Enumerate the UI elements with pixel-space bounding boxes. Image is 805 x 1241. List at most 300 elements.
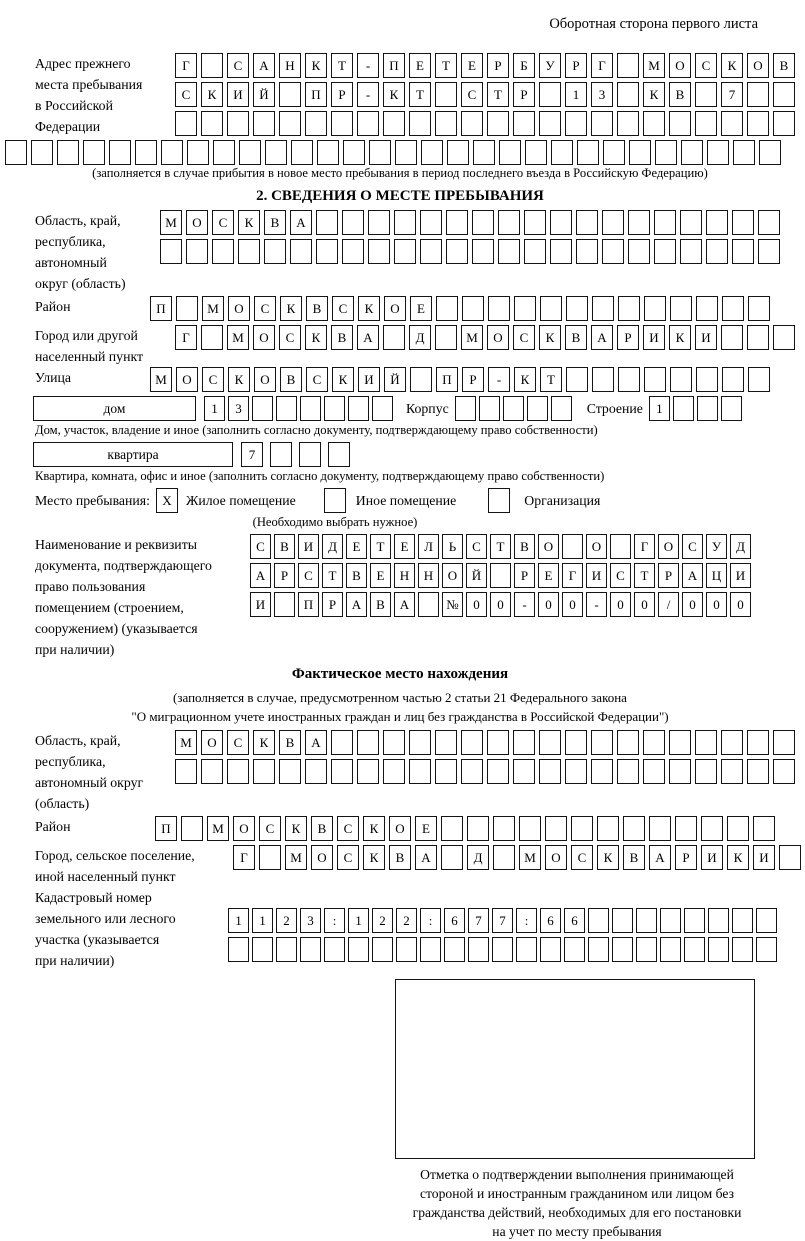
- char-cell[interactable]: 0: [706, 592, 727, 617]
- stay-type-checkbox-other[interactable]: [324, 488, 346, 513]
- char-cell[interactable]: [252, 396, 273, 421]
- char-cell[interactable]: А: [649, 845, 671, 870]
- char-cell[interactable]: [187, 140, 209, 165]
- char-cell[interactable]: [756, 937, 777, 962]
- char-cell[interactable]: [545, 816, 567, 841]
- char-cell[interactable]: В: [389, 845, 411, 870]
- char-cell[interactable]: [618, 296, 640, 321]
- char-cell[interactable]: [135, 140, 157, 165]
- char-cell[interactable]: [348, 396, 369, 421]
- char-cell[interactable]: [629, 140, 651, 165]
- char-cell[interactable]: П: [436, 367, 458, 392]
- char-cell[interactable]: 0: [538, 592, 559, 617]
- char-cell[interactable]: -: [357, 53, 379, 78]
- char-cell[interactable]: В: [514, 534, 535, 559]
- char-cell[interactable]: [695, 111, 717, 136]
- char-cell[interactable]: М: [207, 816, 229, 841]
- char-cell[interactable]: О: [201, 730, 223, 755]
- char-cell[interactable]: [461, 759, 483, 784]
- char-cell[interactable]: [109, 140, 131, 165]
- char-cell[interactable]: [779, 845, 801, 870]
- char-cell[interactable]: [31, 140, 53, 165]
- char-cell[interactable]: 3: [300, 908, 321, 933]
- char-cell[interactable]: Ц: [706, 563, 727, 588]
- char-cell[interactable]: [643, 730, 665, 755]
- char-cell[interactable]: [492, 937, 513, 962]
- char-cell[interactable]: 6: [444, 908, 465, 933]
- char-cell[interactable]: [331, 111, 353, 136]
- char-cell[interactable]: [436, 296, 458, 321]
- char-cell[interactable]: В: [370, 592, 391, 617]
- char-cell[interactable]: [669, 730, 691, 755]
- char-cell[interactable]: [259, 845, 281, 870]
- char-cell[interactable]: К: [238, 210, 260, 235]
- char-cell[interactable]: [706, 210, 728, 235]
- char-cell[interactable]: [612, 937, 633, 962]
- char-cell[interactable]: [643, 111, 665, 136]
- char-cell[interactable]: [383, 730, 405, 755]
- char-cell[interactable]: Р: [514, 563, 535, 588]
- char-cell[interactable]: Й: [466, 563, 487, 588]
- char-cell[interactable]: [680, 210, 702, 235]
- char-cell[interactable]: О: [442, 563, 463, 588]
- char-cell[interactable]: П: [298, 592, 319, 617]
- char-cell[interactable]: [372, 937, 393, 962]
- char-cell[interactable]: [276, 396, 297, 421]
- char-cell[interactable]: 0: [466, 592, 487, 617]
- char-cell[interactable]: [324, 937, 345, 962]
- char-cell[interactable]: [597, 816, 619, 841]
- char-cell[interactable]: [708, 937, 729, 962]
- char-cell[interactable]: П: [155, 816, 177, 841]
- char-cell[interactable]: [732, 908, 753, 933]
- char-cell[interactable]: К: [305, 325, 327, 350]
- char-cell[interactable]: 3: [591, 82, 613, 107]
- char-cell[interactable]: [551, 140, 573, 165]
- char-cell[interactable]: [773, 730, 795, 755]
- char-cell[interactable]: [343, 140, 365, 165]
- char-cell[interactable]: [435, 111, 457, 136]
- char-cell[interactable]: [732, 239, 754, 264]
- char-cell[interactable]: [727, 816, 749, 841]
- char-cell[interactable]: [773, 759, 795, 784]
- char-cell[interactable]: В: [565, 325, 587, 350]
- char-cell[interactable]: А: [346, 592, 367, 617]
- char-cell[interactable]: Т: [540, 367, 562, 392]
- char-cell[interactable]: Р: [487, 53, 509, 78]
- char-cell[interactable]: В: [274, 534, 295, 559]
- char-cell[interactable]: [328, 442, 350, 467]
- char-cell[interactable]: [499, 140, 521, 165]
- char-cell[interactable]: [617, 53, 639, 78]
- char-cell[interactable]: С: [466, 534, 487, 559]
- char-cell[interactable]: [461, 111, 483, 136]
- char-cell[interactable]: :: [324, 908, 345, 933]
- char-cell[interactable]: [748, 296, 770, 321]
- char-cell[interactable]: [270, 442, 292, 467]
- char-cell[interactable]: [524, 239, 546, 264]
- char-cell[interactable]: [695, 759, 717, 784]
- char-cell[interactable]: [732, 210, 754, 235]
- char-cell[interactable]: [238, 239, 260, 264]
- char-cell[interactable]: А: [250, 563, 271, 588]
- char-cell[interactable]: [636, 937, 657, 962]
- char-cell[interactable]: [468, 937, 489, 962]
- char-cell[interactable]: С: [298, 563, 319, 588]
- char-cell[interactable]: Н: [394, 563, 415, 588]
- char-cell[interactable]: [747, 111, 769, 136]
- char-cell[interactable]: [660, 937, 681, 962]
- char-cell[interactable]: [610, 534, 631, 559]
- char-cell[interactable]: [396, 937, 417, 962]
- char-cell[interactable]: Д: [409, 325, 431, 350]
- char-cell[interactable]: [617, 730, 639, 755]
- char-cell[interactable]: Т: [634, 563, 655, 588]
- char-cell[interactable]: [623, 816, 645, 841]
- char-cell[interactable]: М: [227, 325, 249, 350]
- char-cell[interactable]: К: [721, 53, 743, 78]
- char-cell[interactable]: А: [682, 563, 703, 588]
- char-cell[interactable]: 0: [634, 592, 655, 617]
- char-cell[interactable]: [697, 396, 718, 421]
- char-cell[interactable]: Е: [415, 816, 437, 841]
- char-cell[interactable]: К: [643, 82, 665, 107]
- char-cell[interactable]: К: [383, 82, 405, 107]
- char-cell[interactable]: 2: [372, 908, 393, 933]
- char-cell[interactable]: М: [202, 296, 224, 321]
- char-cell[interactable]: [368, 239, 390, 264]
- char-cell[interactable]: [420, 239, 442, 264]
- char-cell[interactable]: А: [305, 730, 327, 755]
- char-cell[interactable]: 7: [721, 82, 743, 107]
- char-cell[interactable]: Д: [322, 534, 343, 559]
- char-cell[interactable]: [753, 816, 775, 841]
- char-cell[interactable]: 3: [228, 396, 249, 421]
- char-cell[interactable]: [721, 111, 743, 136]
- char-cell[interactable]: 0: [490, 592, 511, 617]
- char-cell[interactable]: [472, 239, 494, 264]
- char-cell[interactable]: Е: [410, 296, 432, 321]
- char-cell[interactable]: [291, 140, 313, 165]
- char-cell[interactable]: [276, 937, 297, 962]
- char-cell[interactable]: [670, 367, 692, 392]
- char-cell[interactable]: Л: [418, 534, 439, 559]
- char-cell[interactable]: [695, 82, 717, 107]
- char-cell[interactable]: [342, 210, 364, 235]
- char-cell[interactable]: В: [331, 325, 353, 350]
- char-cell[interactable]: К: [280, 296, 302, 321]
- char-cell[interactable]: С: [332, 296, 354, 321]
- char-cell[interactable]: [213, 140, 235, 165]
- char-cell[interactable]: [265, 140, 287, 165]
- char-cell[interactable]: [488, 296, 510, 321]
- char-cell[interactable]: [571, 816, 593, 841]
- char-cell[interactable]: [201, 111, 223, 136]
- char-cell[interactable]: [588, 908, 609, 933]
- char-cell[interactable]: [773, 111, 795, 136]
- char-cell[interactable]: М: [160, 210, 182, 235]
- char-cell[interactable]: [602, 239, 624, 264]
- char-cell[interactable]: В: [623, 845, 645, 870]
- char-cell[interactable]: [383, 111, 405, 136]
- char-cell[interactable]: Р: [565, 53, 587, 78]
- char-cell[interactable]: [455, 396, 476, 421]
- char-cell[interactable]: №: [442, 592, 463, 617]
- char-cell[interactable]: И: [701, 845, 723, 870]
- char-cell[interactable]: -: [357, 82, 379, 107]
- char-cell[interactable]: Й: [384, 367, 406, 392]
- char-cell[interactable]: [441, 816, 463, 841]
- char-cell[interactable]: Т: [322, 563, 343, 588]
- char-cell[interactable]: Е: [409, 53, 431, 78]
- char-cell[interactable]: [421, 140, 443, 165]
- char-cell[interactable]: К: [253, 730, 275, 755]
- char-cell[interactable]: [435, 82, 457, 107]
- char-cell[interactable]: [759, 140, 781, 165]
- char-cell[interactable]: И: [695, 325, 717, 350]
- char-cell[interactable]: [576, 239, 598, 264]
- char-cell[interactable]: Д: [730, 534, 751, 559]
- char-cell[interactable]: [513, 759, 535, 784]
- char-cell[interactable]: М: [150, 367, 172, 392]
- char-cell[interactable]: В: [773, 53, 795, 78]
- char-cell[interactable]: Г: [175, 53, 197, 78]
- char-cell[interactable]: С: [571, 845, 593, 870]
- char-cell[interactable]: [420, 210, 442, 235]
- char-cell[interactable]: О: [176, 367, 198, 392]
- char-cell[interactable]: [493, 845, 515, 870]
- char-cell[interactable]: [369, 140, 391, 165]
- char-cell[interactable]: С: [337, 845, 359, 870]
- char-cell[interactable]: С: [227, 730, 249, 755]
- char-cell[interactable]: [577, 140, 599, 165]
- char-cell[interactable]: [5, 140, 27, 165]
- char-cell[interactable]: [669, 111, 691, 136]
- char-cell[interactable]: [565, 730, 587, 755]
- char-cell[interactable]: И: [643, 325, 665, 350]
- char-cell[interactable]: [566, 296, 588, 321]
- char-cell[interactable]: [722, 296, 744, 321]
- char-cell[interactable]: [331, 730, 353, 755]
- char-cell[interactable]: 0: [730, 592, 751, 617]
- char-cell[interactable]: К: [358, 296, 380, 321]
- char-cell[interactable]: [446, 210, 468, 235]
- char-cell[interactable]: В: [669, 82, 691, 107]
- char-cell[interactable]: Р: [513, 82, 535, 107]
- char-cell[interactable]: Г: [591, 53, 613, 78]
- char-cell[interactable]: [695, 730, 717, 755]
- char-cell[interactable]: [299, 442, 321, 467]
- char-cell[interactable]: О: [586, 534, 607, 559]
- char-cell[interactable]: [660, 908, 681, 933]
- char-cell[interactable]: Г: [562, 563, 583, 588]
- char-cell[interactable]: [684, 937, 705, 962]
- char-cell[interactable]: [617, 82, 639, 107]
- char-cell[interactable]: М: [519, 845, 541, 870]
- char-cell[interactable]: [562, 534, 583, 559]
- char-cell[interactable]: О: [658, 534, 679, 559]
- char-cell[interactable]: [591, 111, 613, 136]
- char-cell[interactable]: [539, 759, 561, 784]
- char-cell[interactable]: [680, 239, 702, 264]
- char-cell[interactable]: К: [285, 816, 307, 841]
- char-cell[interactable]: О: [253, 325, 275, 350]
- char-cell[interactable]: [279, 759, 301, 784]
- char-cell[interactable]: Е: [538, 563, 559, 588]
- char-cell[interactable]: [636, 908, 657, 933]
- char-cell[interactable]: [447, 140, 469, 165]
- char-cell[interactable]: [83, 140, 105, 165]
- char-cell[interactable]: Й: [253, 82, 275, 107]
- char-cell[interactable]: [550, 210, 572, 235]
- char-cell[interactable]: [539, 82, 561, 107]
- char-cell[interactable]: [773, 82, 795, 107]
- char-cell[interactable]: [181, 816, 203, 841]
- char-cell[interactable]: [592, 367, 614, 392]
- char-cell[interactable]: М: [285, 845, 307, 870]
- char-cell[interactable]: [57, 140, 79, 165]
- char-cell[interactable]: [493, 816, 515, 841]
- char-cell[interactable]: [551, 396, 572, 421]
- char-cell[interactable]: [441, 845, 463, 870]
- char-cell[interactable]: [708, 908, 729, 933]
- char-cell[interactable]: [317, 140, 339, 165]
- char-cell[interactable]: И: [358, 367, 380, 392]
- char-cell[interactable]: [516, 937, 537, 962]
- char-cell[interactable]: [747, 325, 769, 350]
- char-cell[interactable]: [201, 53, 223, 78]
- char-cell[interactable]: [227, 759, 249, 784]
- char-cell[interactable]: К: [727, 845, 749, 870]
- char-cell[interactable]: Г: [233, 845, 255, 870]
- char-cell[interactable]: С: [227, 53, 249, 78]
- char-cell[interactable]: [409, 111, 431, 136]
- char-cell[interactable]: В: [280, 367, 302, 392]
- char-cell[interactable]: Н: [418, 563, 439, 588]
- char-cell[interactable]: [565, 759, 587, 784]
- char-cell[interactable]: Р: [331, 82, 353, 107]
- char-cell[interactable]: [357, 759, 379, 784]
- char-cell[interactable]: С: [279, 325, 301, 350]
- char-cell[interactable]: [279, 111, 301, 136]
- char-cell[interactable]: К: [539, 325, 561, 350]
- char-cell[interactable]: [722, 367, 744, 392]
- char-cell[interactable]: [513, 730, 535, 755]
- char-cell[interactable]: С: [610, 563, 631, 588]
- char-cell[interactable]: -: [514, 592, 535, 617]
- char-cell[interactable]: [670, 296, 692, 321]
- char-cell[interactable]: О: [186, 210, 208, 235]
- char-cell[interactable]: [758, 239, 780, 264]
- char-cell[interactable]: А: [357, 325, 379, 350]
- char-cell[interactable]: М: [175, 730, 197, 755]
- char-cell[interactable]: [721, 759, 743, 784]
- char-cell[interactable]: [186, 239, 208, 264]
- house-type-field[interactable]: дом: [33, 396, 196, 421]
- char-cell[interactable]: 1: [649, 396, 670, 421]
- char-cell[interactable]: [539, 730, 561, 755]
- char-cell[interactable]: Р: [675, 845, 697, 870]
- char-cell[interactable]: [383, 325, 405, 350]
- char-cell[interactable]: [540, 296, 562, 321]
- char-cell[interactable]: [628, 239, 650, 264]
- char-cell[interactable]: В: [311, 816, 333, 841]
- char-cell[interactable]: И: [753, 845, 775, 870]
- char-cell[interactable]: Т: [331, 53, 353, 78]
- char-cell[interactable]: [747, 730, 769, 755]
- char-cell[interactable]: [462, 296, 484, 321]
- char-cell[interactable]: 7: [492, 908, 513, 933]
- char-cell[interactable]: [707, 140, 729, 165]
- char-cell[interactable]: [228, 937, 249, 962]
- char-cell[interactable]: [331, 759, 353, 784]
- char-cell[interactable]: Г: [634, 534, 655, 559]
- char-cell[interactable]: А: [591, 325, 613, 350]
- char-cell[interactable]: В: [264, 210, 286, 235]
- char-cell[interactable]: 7: [241, 442, 263, 467]
- stay-type-checkbox-organization[interactable]: [488, 488, 510, 513]
- char-cell[interactable]: -: [488, 367, 510, 392]
- char-cell[interactable]: [305, 111, 327, 136]
- char-cell[interactable]: [274, 592, 295, 617]
- char-cell[interactable]: [420, 937, 441, 962]
- char-cell[interactable]: О: [538, 534, 559, 559]
- char-cell[interactable]: [487, 730, 509, 755]
- char-cell[interactable]: [473, 140, 495, 165]
- apartment-type-field[interactable]: квартира: [33, 442, 233, 467]
- char-cell[interactable]: А: [415, 845, 437, 870]
- char-cell[interactable]: [696, 367, 718, 392]
- char-cell[interactable]: [673, 396, 694, 421]
- char-cell[interactable]: [300, 937, 321, 962]
- char-cell[interactable]: [409, 730, 431, 755]
- char-cell[interactable]: [279, 82, 301, 107]
- char-cell[interactable]: [435, 325, 457, 350]
- char-cell[interactable]: К: [514, 367, 536, 392]
- char-cell[interactable]: [394, 210, 416, 235]
- char-cell[interactable]: [675, 816, 697, 841]
- char-cell[interactable]: К: [305, 53, 327, 78]
- char-cell[interactable]: [446, 239, 468, 264]
- char-cell[interactable]: О: [669, 53, 691, 78]
- char-cell[interactable]: О: [311, 845, 333, 870]
- char-cell[interactable]: :: [516, 908, 537, 933]
- char-cell[interactable]: С: [695, 53, 717, 78]
- char-cell[interactable]: И: [250, 592, 271, 617]
- char-cell[interactable]: [684, 908, 705, 933]
- char-cell[interactable]: Р: [658, 563, 679, 588]
- char-cell[interactable]: [733, 140, 755, 165]
- char-cell[interactable]: В: [279, 730, 301, 755]
- char-cell[interactable]: [644, 296, 666, 321]
- char-cell[interactable]: [617, 111, 639, 136]
- char-cell[interactable]: О: [384, 296, 406, 321]
- char-cell[interactable]: Р: [274, 563, 295, 588]
- char-cell[interactable]: [602, 210, 624, 235]
- char-cell[interactable]: К: [597, 845, 619, 870]
- char-cell[interactable]: [748, 367, 770, 392]
- char-cell[interactable]: О: [747, 53, 769, 78]
- char-cell[interactable]: [467, 816, 489, 841]
- char-cell[interactable]: К: [332, 367, 354, 392]
- char-cell[interactable]: 2: [396, 908, 417, 933]
- char-cell[interactable]: Д: [467, 845, 489, 870]
- char-cell[interactable]: К: [363, 816, 385, 841]
- char-cell[interactable]: [617, 759, 639, 784]
- char-cell[interactable]: К: [228, 367, 250, 392]
- char-cell[interactable]: [644, 367, 666, 392]
- char-cell[interactable]: [357, 730, 379, 755]
